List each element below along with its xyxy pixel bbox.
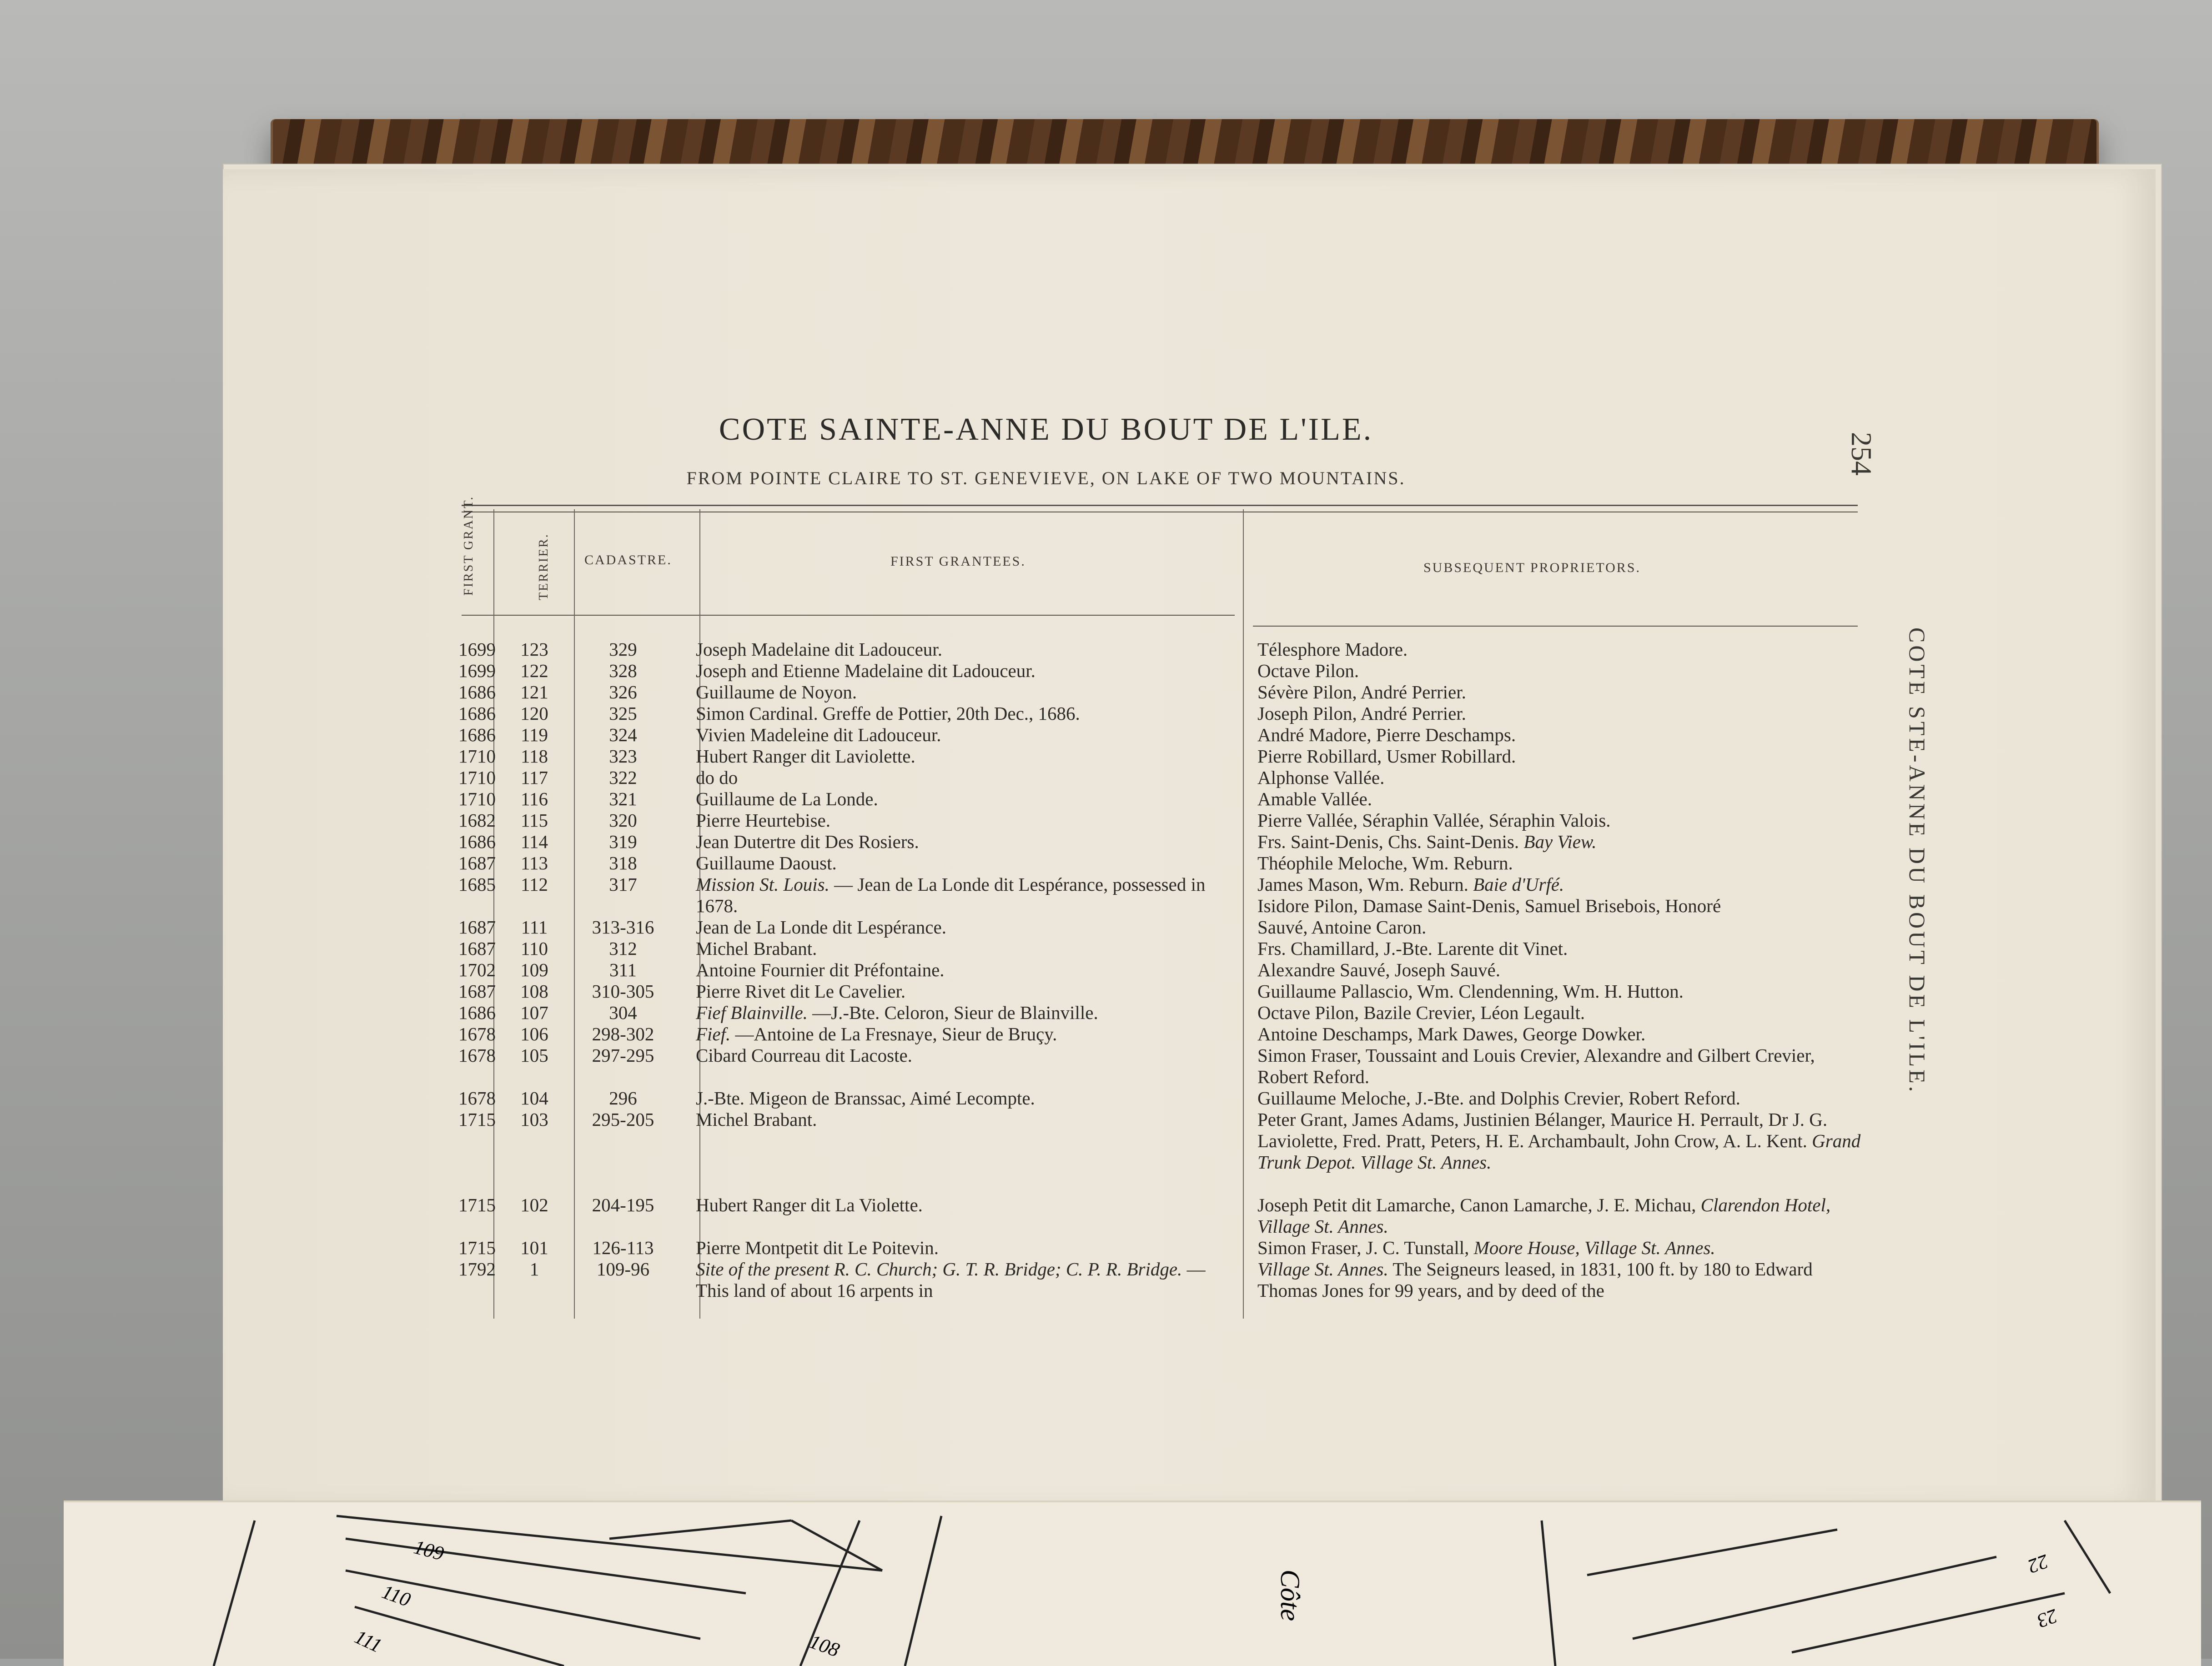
header-rule-right <box>1253 626 1858 627</box>
proprietor-names: Isidore Pilon, Damase Saint-Denis, Samuel Brisebois, Honoré <box>1257 895 1721 916</box>
terrier-number: 119 <box>521 724 548 745</box>
terrier-number: 116 <box>521 788 548 809</box>
subsequent-proprietors <box>1257 724 1862 746</box>
cadastre-number: 296 <box>609 1088 637 1109</box>
first-grant-year: 1686 <box>458 724 496 745</box>
table-row <box>437 767 1883 788</box>
first-grant-year: 1792 <box>458 1259 496 1280</box>
first-grant-year: 1687 <box>458 981 496 1002</box>
terrier-number: 112 <box>521 874 548 895</box>
terrier-number: 123 <box>520 639 548 660</box>
place-name: Bay View. <box>1523 831 1597 852</box>
first-grantee <box>696 874 1214 917</box>
proprietor-names: Simon Fraser, Toussaint and Louis Crevier, Alexandre and Gilbert Crevier, Robert Reford. <box>1257 1045 1815 1087</box>
first-grantee-name: Hubert Ranger dit Laviolette. <box>696 746 915 767</box>
first-grantee-name: J.-Bte. Migeon de Branssac, Aimé Lecompte. <box>696 1088 1035 1109</box>
proprietor-names: Pierre Vallée, Séraphin Vallée, Séraphin Valois. <box>1257 810 1611 831</box>
map-label: 111 <box>351 1625 386 1657</box>
proprietor-names: Alphonse Vallée. <box>1257 767 1385 788</box>
cadastre-number: 298-302 <box>592 1024 654 1044</box>
first-grantee <box>696 703 1214 724</box>
cadastre-number: 320 <box>609 810 637 831</box>
column-header-first-grantees: FIRST GRANTEES. <box>890 554 1026 569</box>
table-row <box>437 831 1883 853</box>
cadastre-number: 328 <box>609 660 637 681</box>
first-grantee-name: — This land of about 16 arpents in <box>696 1259 1206 1301</box>
table-row <box>437 1002 1883 1024</box>
terrier-number: 107 <box>520 1002 548 1023</box>
cadastre-number: 311 <box>609 959 637 980</box>
running-head: COTE STE-ANNE DU BOUT DE L'ILE. <box>1905 627 1930 1095</box>
subsequent-proprietors <box>1257 959 1862 981</box>
proprietor-names: Peter Grant, James Adams, Justinien Bélanger, Maurice H. Perrault, Dr J. G. Laviolette, Fred. Pratt, Peters, H. E. Archambault, John Crow, A. L. Kent. <box>1257 1109 1828 1151</box>
proprietor-names: Guillaume Meloche, J.-Bte. and Dolphis Crevier, Robert Reford. <box>1257 1088 1740 1109</box>
first-grantee <box>696 1109 1214 1130</box>
first-grantee-note: Site of the present R. C. Church; G. T. R. Bridge; C. P. R. Bridge. <box>696 1259 1182 1280</box>
table-row <box>437 724 1883 746</box>
first-grant-year: 1687 <box>458 917 496 938</box>
table-row <box>437 981 1883 1002</box>
first-grantee-name: Michel Brabant. <box>696 938 817 959</box>
first-grantee <box>696 831 1214 853</box>
subsequent-proprietors <box>1257 703 1862 724</box>
table-row <box>437 1088 1883 1109</box>
first-grant-year: 1699 <box>458 660 496 681</box>
subsequent-proprietors <box>1257 917 1862 938</box>
first-grant-year: 1682 <box>458 810 496 831</box>
first-grantee-name: Simon Cardinal. Greffe de Pottier, 20th Dec., 1686. <box>696 703 1080 724</box>
first-grant-year: 1686 <box>458 703 496 724</box>
terrier-number: 109 <box>520 959 548 980</box>
subsequent-proprietors <box>1257 746 1862 767</box>
map-label: 110 <box>379 1580 414 1611</box>
table-row <box>437 810 1883 831</box>
cadastre-number: 318 <box>609 853 637 873</box>
first-grant-year: 1686 <box>458 1002 496 1023</box>
first-grantee-name: —Antoine de La Fresnaye, Sieur de Bruçy. <box>735 1024 1057 1044</box>
table-row <box>437 874 1883 917</box>
subsequent-proprietors <box>1257 767 1862 788</box>
subsequent-proprietors <box>1257 1002 1862 1024</box>
proprietor-table <box>437 639 1883 1301</box>
page-subtitle: FROM POINTE CLAIRE TO ST. GENEVIEVE, ON LAKE OF TWO MOUNTAINS. <box>686 468 1406 488</box>
terrier-number: 110 <box>521 938 548 959</box>
first-grant-year: 1686 <box>458 831 496 852</box>
first-grantee-name: Pierre Rivet dit Le Cavelier. <box>696 981 906 1002</box>
terrier-number: 102 <box>520 1194 548 1215</box>
terrier-number: 122 <box>520 660 548 681</box>
table-row <box>437 1045 1883 1088</box>
first-grant-year: 1715 <box>458 1237 496 1258</box>
first-grant-year: 1710 <box>458 746 496 767</box>
subsequent-proprietors <box>1257 1045 1862 1088</box>
first-grant-year: 1678 <box>458 1045 496 1066</box>
table-row <box>437 746 1883 767</box>
terrier-number: 105 <box>520 1045 548 1066</box>
table-row <box>437 853 1883 874</box>
cadastre-number: 319 <box>609 831 637 852</box>
cadastre-number: 317 <box>609 874 637 895</box>
table-row <box>437 1109 1883 1194</box>
subsequent-proprietors <box>1257 938 1862 959</box>
cadastral-map <box>64 1502 2201 1666</box>
proprietor-names: Guillaume Pallascio, Wm. Clendenning, Wm. H. Hutton. <box>1257 981 1684 1002</box>
terrier-number: 120 <box>520 703 548 724</box>
table-row <box>437 1259 1883 1301</box>
first-grant-year: 1678 <box>458 1088 496 1109</box>
terrier-number: 111 <box>521 917 548 938</box>
subsequent-proprietors <box>1257 853 1862 874</box>
proprietor-names: Théophile Meloche, Wm. Reburn. <box>1257 853 1513 873</box>
first-grantee-name: Guillaume Daoust. <box>696 853 837 873</box>
table-row <box>437 1237 1883 1259</box>
first-grantee <box>696 1002 1214 1024</box>
first-grantee-name: Michel Brabant. <box>696 1109 817 1130</box>
cadastre-number: 313-316 <box>592 917 654 938</box>
page-title: COTE SAINTE-ANNE DU BOUT DE L'ILE. <box>719 412 1373 447</box>
cadastre-number: 310-305 <box>592 981 654 1002</box>
cadastre-number: 312 <box>609 938 637 959</box>
first-grant-year: 1710 <box>458 767 496 788</box>
cadastre-number: 126-113 <box>592 1237 654 1258</box>
map-label: 108 <box>806 1630 843 1661</box>
top-rule <box>462 505 1858 506</box>
proprietor-names: Pierre Robillard, Usmer Robillard. <box>1257 746 1516 767</box>
terrier-number: 108 <box>520 981 548 1002</box>
table-row <box>437 959 1883 981</box>
first-grant-year: 1715 <box>458 1109 496 1130</box>
subsequent-proprietors <box>1257 1259 1862 1301</box>
place-name: Moore House, Village St. Annes. <box>1473 1237 1715 1258</box>
terrier-number: 121 <box>520 682 548 703</box>
proprietor-names: Antoine Deschamps, Mark Dawes, George Dowker. <box>1257 1024 1646 1044</box>
subsequent-proprietors <box>1257 831 1862 853</box>
terrier-number: 117 <box>521 767 548 788</box>
first-grantee-name: Antoine Fournier dit Préfontaine. <box>696 959 945 980</box>
proprietor-names: The Seigneurs leased, in 1831, 100 ft. by 180 to Edward Thomas Jones for 99 years, and by deed of the <box>1257 1259 1813 1301</box>
first-grantee <box>696 1194 1214 1216</box>
cadastre-number: 326 <box>609 682 637 703</box>
first-grantee <box>696 639 1214 660</box>
proprietor-names: Sauvé, Antoine Caron. <box>1257 917 1427 938</box>
first-grantee <box>696 959 1214 981</box>
first-grantee-name: do do <box>696 767 738 788</box>
first-grantee-name: Joseph Madelaine dit Ladouceur. <box>696 639 942 660</box>
proprietor-names: Frs. Chamillard, J.-Bte. Larente dit Vinet. <box>1257 938 1568 959</box>
table-row <box>437 1194 1883 1237</box>
first-grantee <box>696 810 1214 831</box>
first-grantee-note: Fief. <box>696 1024 731 1044</box>
cadastre-number: 109-96 <box>596 1259 650 1280</box>
proprietor-names: Octave Pilon. <box>1257 660 1359 681</box>
first-grantee-name: Pierre Heurtebise. <box>696 810 830 831</box>
subsequent-proprietors <box>1257 1109 1862 1173</box>
first-grantee-name: Joseph and Etienne Madelaine dit Ladouceur. <box>696 660 1036 681</box>
first-grant-year: 1715 <box>458 1194 496 1215</box>
subsequent-proprietors <box>1257 874 1862 917</box>
proprietor-names: Alexandre Sauvé, Joseph Sauvé. <box>1257 959 1501 980</box>
first-grantee <box>696 853 1214 874</box>
first-grantee <box>696 1045 1214 1066</box>
subsequent-proprietors <box>1257 1237 1862 1259</box>
header-rule-left <box>462 615 1235 616</box>
first-grant-year: 1678 <box>458 1024 496 1044</box>
cadastre-number: 323 <box>609 746 637 767</box>
proprietor-names: André Madore, Pierre Deschamps. <box>1257 724 1516 745</box>
first-grantee-name: Pierre Montpetit dit Le Poitevin. <box>696 1237 939 1258</box>
first-grantee <box>696 724 1214 746</box>
first-grantee <box>696 938 1214 959</box>
first-grantee <box>696 1259 1214 1301</box>
terrier-number: 103 <box>520 1109 548 1130</box>
first-grantee-note: Fief Blainville. <box>696 1002 808 1023</box>
first-grantee-name: Cibard Courreau dit Lacoste. <box>696 1045 912 1066</box>
first-grantee-note: Mission St. Louis. <box>696 874 830 895</box>
proprietor-names: Simon Fraser, J. C. Tunstall, <box>1257 1237 1469 1258</box>
proprietor-names: James Mason, Wm. Reburn. <box>1257 874 1468 895</box>
first-grant-year: 1687 <box>458 938 496 959</box>
marbled-binding <box>273 119 2096 169</box>
first-grant-year: 1710 <box>458 788 496 809</box>
subsequent-proprietors <box>1257 1194 1862 1237</box>
terrier-number: 114 <box>521 831 548 852</box>
first-grantee-name: — Jean de La Londe dit Lespérance, possessed in 1678. <box>696 874 1206 916</box>
table-row <box>437 938 1883 959</box>
place-name: Clarendon Hotel, Village St. Annes. <box>1257 1194 1831 1237</box>
subsequent-proprietors <box>1257 639 1862 660</box>
subsequent-proprietors <box>1257 1088 1862 1109</box>
first-grantee-name: Guillaume de La Londe. <box>696 788 878 809</box>
first-grantee <box>696 1088 1214 1109</box>
cadastre-number: 204-195 <box>592 1194 654 1215</box>
place-name: Grand Trunk Depot. Village St. Annes. <box>1257 1130 1861 1173</box>
table-row <box>437 788 1883 810</box>
cadastre-number: 304 <box>609 1002 637 1023</box>
cadastre-number: 329 <box>609 639 637 660</box>
table-row <box>437 682 1883 703</box>
subsequent-proprietors <box>1257 810 1862 831</box>
first-grantee-name: —J.-Bte. Celoron, Sieur de Blainville. <box>812 1002 1098 1023</box>
facing-map-page <box>64 1500 2201 1666</box>
first-grantee <box>696 917 1214 938</box>
terrier-number: 101 <box>520 1237 548 1258</box>
table-row <box>437 917 1883 938</box>
terrier-number: 106 <box>520 1024 548 1044</box>
table-row <box>437 703 1883 724</box>
first-grantee-name: Jean Dutertre dit Des Rosiers. <box>696 831 919 852</box>
terrier-number: 1 <box>529 1259 539 1280</box>
proprietor-names: Frs. Saint-Denis, Chs. Saint-Denis. <box>1257 831 1519 852</box>
cadastre-number: 322 <box>609 767 637 788</box>
column-header-subsequent-proprietors: SUBSEQUENT PROPRIETORS. <box>1423 560 1641 575</box>
cadastre-number: 321 <box>609 788 637 809</box>
first-grant-year: 1699 <box>458 639 496 660</box>
first-grantee <box>696 1024 1214 1045</box>
first-grantee-name: Hubert Ranger dit La Violette. <box>696 1194 923 1215</box>
first-grantee <box>696 788 1214 810</box>
first-grantee-name: Vivien Madeleine dit Ladouceur. <box>696 724 941 745</box>
cadastre-number: 295-205 <box>592 1109 654 1130</box>
first-grantee <box>696 1237 1214 1259</box>
subsequent-proprietors <box>1257 981 1862 1002</box>
proprietor-names: Joseph Petit dit Lamarche, Canon Lamarche, J. E. Michau, <box>1257 1194 1696 1215</box>
table-row <box>437 1024 1883 1045</box>
column-header-first-grant: FIRST GRANT. <box>462 495 476 596</box>
proprietor-names: Télesphore Madore. <box>1257 639 1408 660</box>
column-header-cadastre: CADASTRE. <box>584 552 672 567</box>
first-grantee <box>696 767 1214 788</box>
first-grantee <box>696 660 1214 682</box>
first-grant-year: 1687 <box>458 853 496 873</box>
proprietor-names: Octave Pilon, Bazile Crevier, Léon Legault. <box>1257 1002 1585 1023</box>
first-grantee <box>696 682 1214 703</box>
first-grantee-name: Guillaume de Noyon. <box>696 682 857 703</box>
first-grant-year: 1685 <box>458 874 496 895</box>
terrier-number: 104 <box>520 1088 548 1109</box>
cadastre-number: 325 <box>609 703 637 724</box>
map-label: 22 <box>2025 1550 2052 1578</box>
first-grantee <box>696 746 1214 767</box>
subsequent-proprietors <box>1257 788 1862 810</box>
column-header-terrier: TERRIER. <box>537 533 551 600</box>
proprietor-names: Amable Vallée. <box>1257 788 1372 809</box>
first-grant-year: 1702 <box>458 959 496 980</box>
terrier-number: 118 <box>521 746 548 767</box>
table-row <box>437 639 1883 660</box>
map-label: 23 <box>2034 1604 2061 1633</box>
cadastre-number: 297-295 <box>592 1045 654 1066</box>
page-number: 254 <box>1845 432 1878 476</box>
subsequent-proprietors <box>1257 682 1862 703</box>
map-label: 109 <box>411 1536 447 1565</box>
proprietor-names: Sévère Pilon, André Perrier. <box>1257 682 1466 703</box>
subsequent-proprietors <box>1257 1024 1862 1045</box>
table-row <box>437 660 1883 682</box>
cadastre-number: 324 <box>609 724 637 745</box>
first-grantee <box>696 981 1214 1002</box>
place-name: Baie d'Urfé. <box>1473 874 1564 895</box>
first-grantee-name: Jean de La Londe dit Lespérance. <box>696 917 946 938</box>
map-label: Côte <box>1275 1569 1306 1621</box>
place-name: Village St. Annes. <box>1257 1259 1388 1280</box>
proprietor-names: Joseph Pilon, André Perrier. <box>1257 703 1466 724</box>
first-grant-year: 1686 <box>458 682 496 703</box>
terrier-number: 115 <box>521 810 548 831</box>
terrier-number: 113 <box>521 853 548 873</box>
subsequent-proprietors <box>1257 660 1862 682</box>
